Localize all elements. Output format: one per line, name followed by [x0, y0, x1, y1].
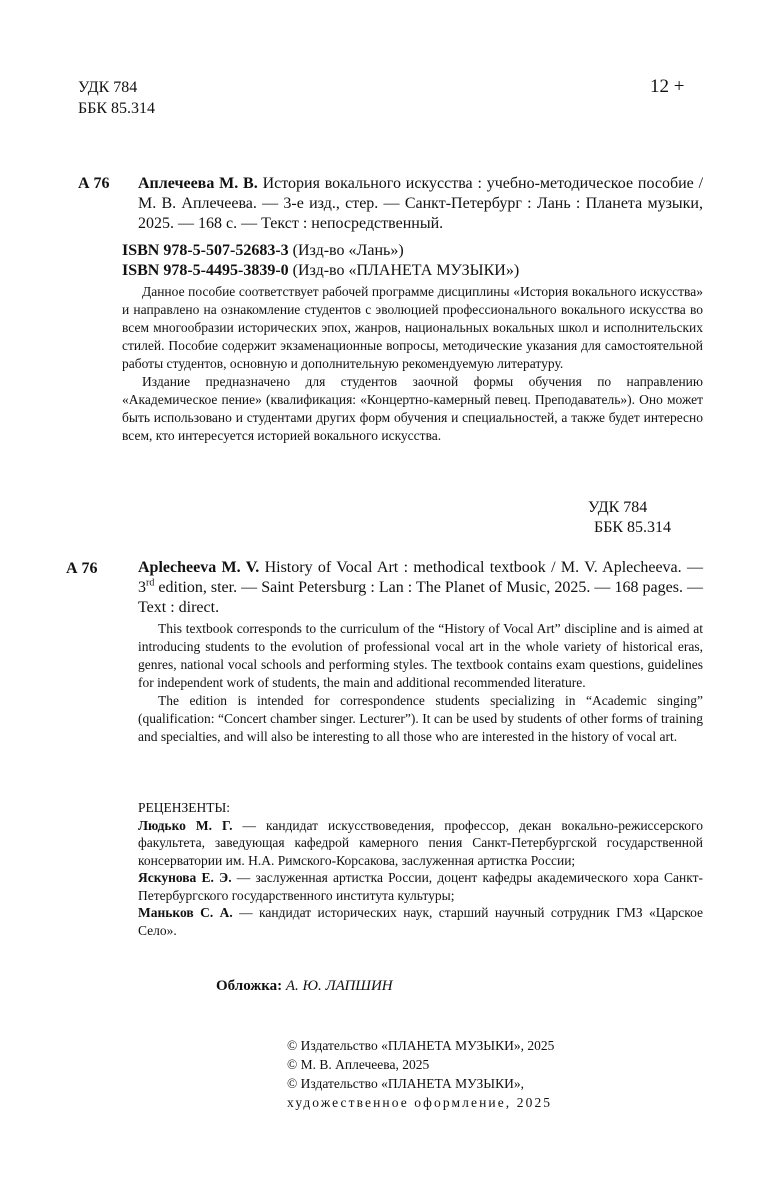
ru-citation: [138, 174, 703, 234]
ru-citation-text: История вокального искусства : учебно-методическое пособие / М. В. Аплечеева. — 3-е изд., стер. — Санкт-Петербург : Лань : Планета музыки, 2025. — 168 с. — Текст : непосредственный.: [138, 175, 704, 232]
reviewer-name: Маньков С. А.: [138, 905, 233, 920]
age-rating: 12 +: [650, 76, 685, 97]
ru-isbn-1-publisher: (Изд-во «Лань»): [292, 242, 404, 259]
copyright-line: художественное оформление, 2025: [287, 1095, 553, 1110]
reviewer-description: — заслуженная артистка России, доцент кафедры академического хора Санкт-Петербургского государственного института культуры;: [138, 870, 703, 903]
ru-library-code: А 76: [78, 175, 110, 192]
ru-isbn-1: [122, 242, 404, 260]
cover-label: Обложка:: [216, 978, 283, 994]
ru-abstract-paragraph-2: Издание предназначено для студентов заочной формы обучения по направлению «Академическое пение» (квалификация: «Концертно-камерный певец. Преподаватель»). Оно может быть использовано и студентами других форм обучения и специальностей, а также будет интересно всем, кто интересуется историей вокального искусства.: [122, 374, 703, 443]
copyright-line: © Издательство «ПЛАНЕТА МУЗЫКИ»,: [287, 1076, 524, 1091]
reviewer-description: — кандидат искусствоведения, профессор, декан вокально-режиссерского факультета, заведующая кафедрой камерного пения Санкт-Петербургской государственной консерватории им. Н.А. Римского-Корсакова, заслуженная артистка России;: [138, 817, 704, 868]
ru-isbn-2-publisher: (Изд-во «ПЛАНЕТА МУЗЫКИ»): [292, 262, 520, 279]
copyright-line: © М. В. Аплечеева, 2025: [287, 1057, 430, 1072]
en-citation: [138, 558, 703, 618]
ru-bbk: ББК 85.314: [594, 519, 672, 536]
header-bbk: ББК 85.314: [78, 100, 156, 117]
ru-udk: УДК 784: [588, 499, 648, 516]
en-abstract-paragraph-2: The edition is intended for correspondence students specializing in “Academic singing” (qualification: “Concert chamber singer. Lecturer”). It can be used by students of other forms of training and specialties, and will also be interesting to all those who are interested in the history of vocal art.: [138, 693, 703, 744]
reviewer-name: Яскунова Е. Э.: [138, 870, 232, 885]
ru-isbn-2-number: ISBN 978-5-4495-3839-0: [122, 262, 289, 279]
en-citation-title: History of Vocal Art : methodical textbook / M. V. Aplecheeva. — 3: [138, 559, 704, 596]
reviewer-item: [138, 869, 703, 904]
en-author: Aplecheeva M. V.: [138, 559, 260, 576]
en-edition-superscript: rd: [146, 577, 155, 589]
ru-author: Аплечеева М. В.: [138, 175, 258, 192]
reviewer-name: Людько М. Г.: [138, 817, 233, 833]
reviewers-heading: РЕЦЕНЗЕНТЫ:: [138, 800, 231, 815]
cover-artist: А. Ю. ЛАПШИН: [285, 978, 393, 994]
copyright-line: © Издательство «ПЛАНЕТА МУЗЫКИ», 2025: [287, 1038, 555, 1053]
en-library-code: А 76: [66, 560, 98, 577]
reviewers-block: [138, 799, 703, 939]
copyright-block: [287, 1036, 554, 1112]
header-udk: УДК 784: [78, 79, 138, 96]
cover-credit: [216, 978, 393, 995]
reviewer-item: [138, 904, 703, 939]
en-citation-rest: edition, ster. — Saint Petersburg : Lan : The Planet of Music, 2025. — 168 pages. — Text : direct.: [138, 579, 703, 616]
en-abstract-paragraph-1: This textbook corresponds to the curriculum of the “History of Vocal Art” discipline and is aimed at introducing students to the evolution of professional vocal art in the whole variety of historical eras, genres, national vocal schools and performing styles. The textbook contains exam questions, guidelines for independent work of students, the main and additional recommended literature.: [138, 621, 703, 690]
ru-isbn-1-number: ISBN 978-5-507-52683-3: [122, 242, 289, 259]
ru-abstract: [122, 283, 703, 445]
reviewer-item: [138, 817, 703, 870]
ru-isbn-2: [122, 262, 519, 280]
ru-abstract-paragraph-1: Данное пособие соответствует рабочей программе дисциплины «История вокального искусства» и направлено на ознакомление студентов с эволюцией профессионального вокального искусства во всем многообразии исторических эпох, жанров, национальных вокальных школ и исполнительских стилей. Пособие содержит экзаменационные вопросы, методические указания для самостоятельной работы студентов, основную и дополнительную рекомендуемую литературу.: [122, 284, 703, 371]
en-abstract: [138, 620, 703, 746]
reviewer-description: — кандидат исторических наук, старший научный сотрудник ГМЗ «Царское Село».: [138, 905, 703, 938]
